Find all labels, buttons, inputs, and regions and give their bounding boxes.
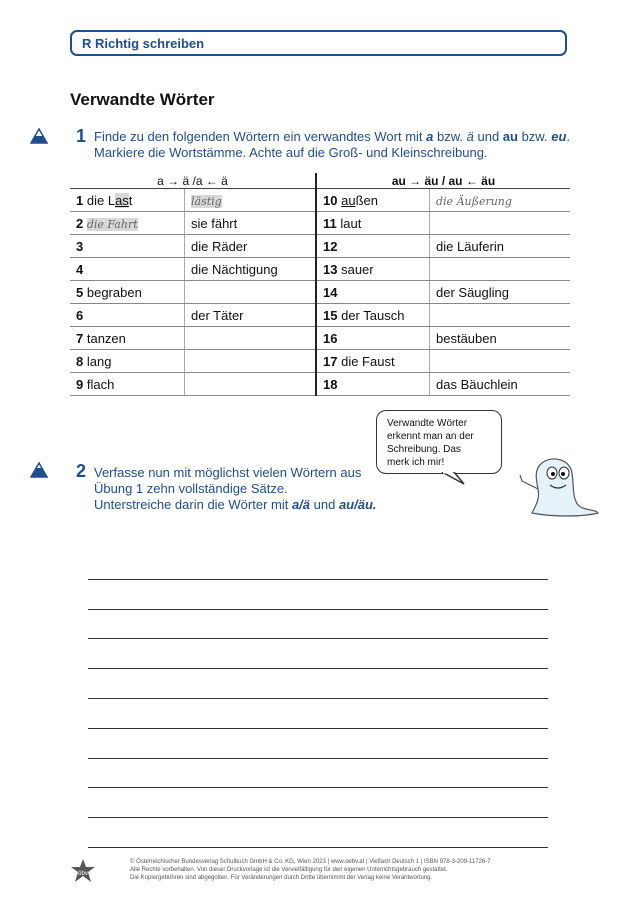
footer xyxy=(130,858,590,882)
answer-field[interactable] xyxy=(185,327,317,350)
task-2-line-3: Unterstreiche darin die Wörter mit a/ä und au/äu. xyxy=(94,497,377,512)
table-row: 6 der Täter 15 der Tausch xyxy=(70,304,570,327)
task-2-line-2: Übung 1 zehn vollständige Sätze. xyxy=(94,481,288,496)
table-row: 4 die Nächtigung 13 sauer xyxy=(70,258,570,281)
footer-fees: Die Kopiergebühren sind abgegolten. Für Veränderungen durch Dritte übernimmt der Verlag keine Verantwortung. xyxy=(130,875,433,881)
task-2-instruction xyxy=(94,465,377,513)
answer-field[interactable] xyxy=(430,212,571,235)
writing-line[interactable] xyxy=(88,818,548,848)
task-1-instruction xyxy=(94,129,570,161)
writing-line[interactable] xyxy=(88,699,548,729)
table-row: 2 die Fahrt sie fährt 11 laut xyxy=(70,212,570,235)
writing-line[interactable] xyxy=(88,610,548,640)
section-header-label: R Richtig schreiben xyxy=(82,36,205,51)
writing-line[interactable] xyxy=(88,788,548,818)
writing-line[interactable] xyxy=(88,639,548,669)
table-head-right: au → äu / au ← äu xyxy=(316,173,570,189)
speech-bubble: Verwandte Wörter erkennt man an der Schreibung. Das merk ich mir! xyxy=(376,410,502,474)
footer-rights: Alle Rechte vorbehalten. Von dieser Druckvorlage ist die Vervielfältigung für den eigenen Unterrichtsgebrauch gestattet. xyxy=(130,867,448,873)
word-table xyxy=(70,173,570,396)
answer-field[interactable]: die Äußerung xyxy=(436,194,512,208)
oebv-logo xyxy=(70,858,96,884)
table-row: 7 tanzen 16 bestäuben xyxy=(70,327,570,350)
answer-field[interactable] xyxy=(430,258,571,281)
difficulty-triangle-icon xyxy=(30,462,48,478)
answer-field[interactable] xyxy=(185,281,317,304)
difficulty-triangle-icon xyxy=(30,128,48,144)
table-row: 1 die Last lästig 10 außen die Äußerung xyxy=(70,189,570,212)
task-number-2: 2 xyxy=(76,461,87,481)
section-header xyxy=(70,30,567,56)
answer-field[interactable] xyxy=(185,373,317,396)
table-head-left: a → ä /a ← ä xyxy=(70,173,316,189)
page-title: Verwandte Wörter xyxy=(70,90,215,109)
ghost-mascot-icon xyxy=(512,455,602,517)
table-row: 5 begraben 14 der Säugling xyxy=(70,281,570,304)
answer-field[interactable] xyxy=(430,304,571,327)
writing-area[interactable] xyxy=(88,550,548,848)
writing-line[interactable] xyxy=(88,580,548,610)
footer-copyright: © Österreichischer Bundesverlag Schulbuch GmbH & Co. KG, Wien 2023 | www.oebv.at | Vielfach Deutsch 1 | ISBN 978-3-209-11726-7 xyxy=(130,859,491,865)
answer-field[interactable] xyxy=(430,350,571,373)
answer-field[interactable] xyxy=(185,350,317,373)
writing-line[interactable] xyxy=(88,729,548,759)
task-number-1: 1 xyxy=(76,126,87,146)
writing-line[interactable] xyxy=(88,550,548,580)
task-2-line-1: Verfasse nun mit möglichst vielen Wörtern aus xyxy=(94,465,362,480)
svg-text:öbv: öbv xyxy=(78,871,88,877)
writing-line[interactable] xyxy=(88,669,548,699)
task-1-line-2: Markiere die Wortstämme. Achte auf die Groß- und Kleinschreibung. xyxy=(94,145,488,160)
table-row: 9 flach 18 das Bäuchlein xyxy=(70,373,570,396)
bubble-tail-icon xyxy=(440,472,466,486)
table-row: 3 die Räder 12 die Läuferin xyxy=(70,235,570,258)
table-row: 8 lang 17 die Faust xyxy=(70,350,570,373)
writing-line[interactable] xyxy=(88,759,548,789)
answer-field[interactable]: lästig xyxy=(191,194,222,208)
task-1-line-1: Finde zu den folgenden Wörtern ein verwandtes Wort mit a bzw. ä und au bzw. eu. xyxy=(94,129,571,144)
answer-field[interactable]: die Fahrt xyxy=(86,217,138,231)
